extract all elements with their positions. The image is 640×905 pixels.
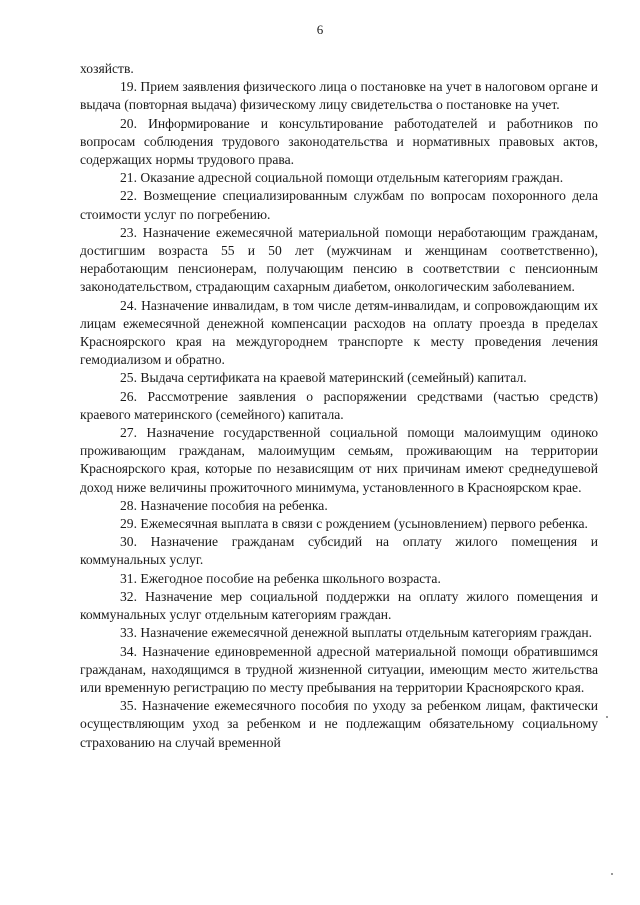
item-number: 29. bbox=[120, 516, 137, 532]
item-number: 33. bbox=[120, 625, 137, 641]
list-item bbox=[80, 570, 598, 588]
list-item bbox=[80, 497, 598, 515]
page-number: 6 bbox=[316, 22, 324, 37]
list-item bbox=[80, 115, 598, 170]
item-number: 26. bbox=[120, 388, 137, 404]
item-text: Рассмотрение заявления о распоряжении средствами (частью средств) краевого материнского (семейного) капитала. bbox=[80, 388, 598, 422]
scan-speck bbox=[606, 716, 608, 718]
item-text: Информирование и консультирование работодателей и работников по вопросам соблюдения трудового законодательства и нормативных правовых актов, содержащих нормы трудового права. bbox=[80, 115, 598, 168]
item-number: 31. bbox=[120, 570, 137, 586]
item-text: Прием заявления физического лица о постановке на учет в налоговом органе и выдача (повторная выдача) физическому лицу свидетельства о постановке на учет. bbox=[80, 79, 598, 113]
item-number: 34. bbox=[120, 643, 137, 659]
list-item bbox=[80, 224, 598, 297]
list-item bbox=[80, 297, 598, 370]
item-number: 27. bbox=[120, 425, 137, 441]
item-number: 35. bbox=[120, 698, 137, 714]
list-item bbox=[80, 624, 598, 642]
list-item bbox=[80, 533, 598, 569]
item-text: Ежемесячная выплата в связи с рождением (усыновлением) первого ребенка. bbox=[140, 516, 588, 532]
item-text: Назначение ежемесячного пособия по уходу за ребенком лицам, фактически осуществляющим уход за ребенком и не подлежащим обязательному социальному страхованию на случай временной bbox=[80, 698, 598, 750]
item-number: 32. bbox=[120, 588, 137, 604]
item-text: Выдача сертификата на краевой материнский (семейный) капитал. bbox=[140, 370, 527, 386]
list-item bbox=[80, 388, 598, 424]
item-text: Назначение государственной социальной помощи малоимущим одиноко проживающим гражданам, малоимущим семьям, проживающим на территории Красноярского края, которые по независящим от них причинам имеют среднедушевой доход ниже величины прожиточного минимума, установленного в Красноярском крае. bbox=[80, 425, 598, 495]
list-item bbox=[80, 78, 598, 114]
document-body bbox=[80, 60, 598, 752]
item-text: Назначение единовременной адресной материальной помощи обратившимся гражданам, находящимся в трудной жизненной ситуации, имеющим место жительства или временную регистрацию по месту пребывания на территории Красноярского края. bbox=[80, 643, 598, 695]
list-item bbox=[80, 588, 598, 624]
list-item bbox=[80, 424, 598, 497]
item-number: 19. bbox=[120, 79, 137, 95]
item-text: Ежегодное пособие на ребенка школьного возраста. bbox=[140, 570, 441, 586]
item-number: 23. bbox=[120, 224, 137, 240]
scan-speck bbox=[611, 873, 613, 875]
item-text: Назначение гражданам субсидий на оплату жилого помещения и коммунальных услуг. bbox=[80, 534, 598, 568]
item-number: 25. bbox=[120, 370, 137, 386]
item-number: 22. bbox=[120, 188, 137, 204]
continuation-text: хозяйств. bbox=[80, 61, 134, 76]
list-item bbox=[80, 515, 598, 533]
list-item bbox=[80, 643, 598, 698]
item-number: 30. bbox=[120, 534, 137, 550]
list-item bbox=[80, 169, 598, 187]
list-item bbox=[80, 697, 598, 752]
item-number: 21. bbox=[120, 170, 137, 186]
item-text: Оказание адресной социальной помощи отдельным категориям граждан. bbox=[140, 170, 564, 186]
item-text: Назначение ежемесячной материальной помощи неработающим гражданам, достигшим возраста 55 и 50 лет (мужчинам и женщинам соответственно), неработающим пенсионерам, получающим пенсию в соответствии с пенсионным законодательством, страдающим сахарным диабетом, онкологическим заболеванием. bbox=[80, 224, 598, 295]
list-item bbox=[80, 369, 598, 387]
list-item bbox=[80, 187, 598, 223]
item-text: Назначение инвалидам, в том числе детям-инвалидам, и сопровождающим их лицам ежемесячной денежной компенсации расходов на оплату проезда в пределах Красноярского края на междугороднем транспорте к месту проведения лечения гемодиализом и обратно. bbox=[80, 297, 598, 368]
item-number: 28. bbox=[120, 497, 137, 513]
item-number: 24. bbox=[120, 297, 137, 313]
item-text: Назначение мер социальной поддержки на оплату жилого помещения и коммунальных услуг отдельным категориям граждан. bbox=[80, 588, 598, 623]
item-text: Возмещение специализированным службам по вопросам похоронного дела стоимости услуг по погребению. bbox=[80, 188, 598, 222]
numbered-list bbox=[80, 78, 598, 752]
item-number: 20. bbox=[120, 115, 137, 131]
item-text: Назначение пособия на ребенка. bbox=[140, 497, 328, 513]
item-text: Назначение ежемесячной денежной выплаты отдельным категориям граждан. bbox=[140, 625, 593, 641]
